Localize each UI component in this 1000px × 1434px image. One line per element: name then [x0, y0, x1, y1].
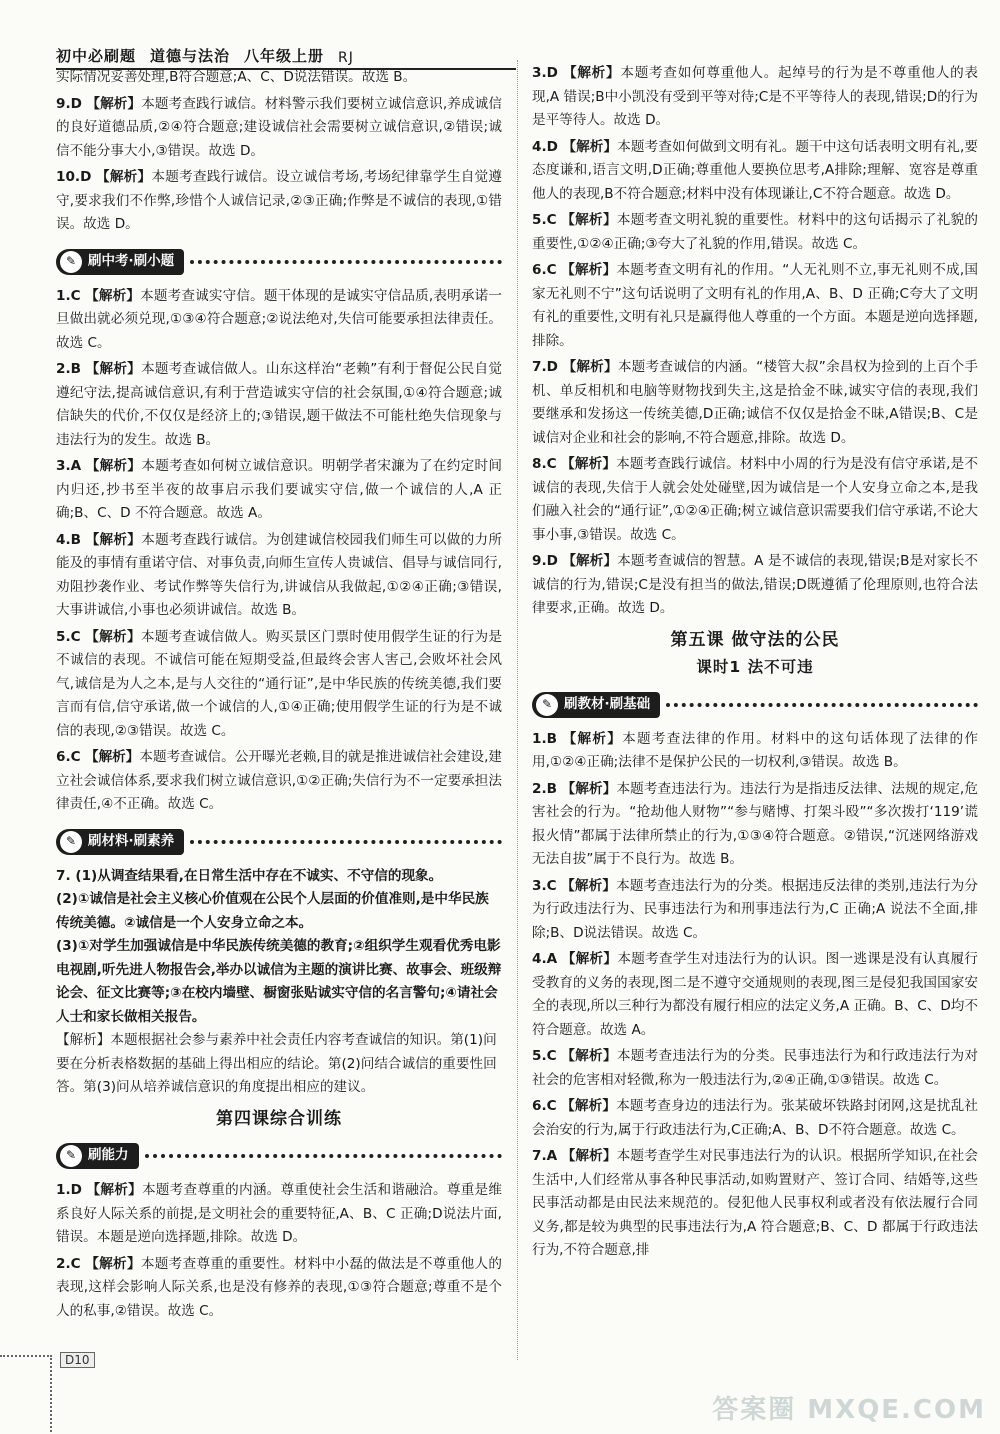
answer-item: [56, 626, 502, 744]
analysis-tag: 【解析】: [561, 877, 617, 894]
item-number: 6.: [532, 262, 547, 278]
answer-item: [56, 358, 502, 452]
dotted-rule: [190, 840, 502, 844]
section-icon: ✎: [536, 694, 558, 716]
answer-item: [56, 66, 502, 90]
textbook-items: [532, 728, 978, 1263]
section-badge: ✎ 刷能力: [56, 1143, 139, 1169]
item-number: 2.: [532, 780, 547, 797]
dotted-rule: [666, 703, 978, 707]
section-icon: ✎: [60, 251, 82, 273]
item-text: 本题考查尊重的重要性。材料中小磊的做法是不尊重他人的表现,这样会影响人际关系,也是没有修养的表现,①③符合题意;尊重不是个人的私事,②错误。故选 C。: [56, 1255, 503, 1319]
item-text: 实际情况妥善处理,B符合题意;A、C、D说法错误。故选 B。: [56, 69, 417, 85]
answer-item: [532, 356, 978, 450]
review-heading: 第四课综合训练: [216, 1108, 342, 1129]
analysis-tag: 【解析】: [85, 287, 141, 304]
item-number: 7.: [532, 1148, 547, 1164]
grade: 八年级上册: [244, 47, 325, 65]
item-text: 本题考查诚信做人。购买景区门票时使用假学生证的行为是不诚信的表现。不诚信可能在短期受益,但最终会害人害己,会败坏社会风气,诚信是为人之本,是与人交往的“通行证”,是中华民族的传统美德,我们要言而有信,信守承诺,做一个诚信的人,①④正确;使用假学生证的行为是不诚信的表现,②③错误。故选 C。: [56, 628, 503, 739]
item-number: 6.: [532, 1098, 547, 1114]
answer-item: [532, 62, 978, 133]
q7-analysis: 【解析】本题根据社会参与素养中社会责任内容考查诚信的知识。第(1)问要在分析表格数据的基础上得出相应的结论。第(2)问结合诚信的重要性回答。第(3)问从培养诚信意识的角度提出相应的建议。: [56, 1032, 497, 1095]
analysis-tag: 【解析】: [85, 361, 142, 377]
item-text: 本题考查诚信。公开曝光老赖,目的就是推进诚信社会建设,建立社会诚信体系,要求我们树立诚信意识,①②正确;失信行为不一定要承担法律责任,④不正确。故选 C。: [56, 749, 502, 812]
item-answer: B: [546, 780, 557, 797]
left-top-items: [56, 66, 502, 237]
item-number: 9.: [532, 553, 547, 569]
item-text: 本题考查违法行为。违法行为是指违反法律、法规的规定,危害社会的行为。“抢劫他人财物”“参与赌博、打架斗殴”“多次拨打‘119’谎报火情”都属于法律所禁止的行为,①③④符合题意。②错误,“沉迷网络游戏无法自拔”属于不良行为。故选 B。: [532, 780, 978, 867]
item-answer: C: [546, 1098, 557, 1114]
item-text: 本题考查学生对民事违法行为的认识。根据所学知识,在社会生活中,人们经常从事各种民事活动,如购置财产、签订合同、结婚等,这些民事活动都是由民法来规范的。侵犯他人民事权利或者没有依法履行合同义务,都是较为典型的民事违法行为,A 符合题意;B、C、D 都属于行政违法行为,不符合题意,排: [532, 1148, 979, 1258]
item-number: 5.: [532, 1048, 547, 1064]
item-text: 本题考查违法行为的分类。根据违反法律的类别,违法行为分为行政违法行为、民事违法行为和刑事违法行为,C 正确;A 说法不全面,排除;B、D说法错误。故选 C。: [532, 877, 978, 941]
right-column: [532, 62, 978, 1266]
answer-item: [532, 550, 978, 621]
item-answer: B: [70, 361, 81, 377]
analysis-tag: 【解析】: [85, 458, 142, 474]
item-answer: C: [546, 262, 557, 278]
analysis-tag: 【解析】: [561, 780, 617, 797]
answer-item: [532, 728, 978, 775]
exam-items: [56, 285, 502, 817]
item-answer: D: [546, 553, 558, 569]
q7-answer: [56, 865, 502, 1100]
section-badge: ✎ 刷材料·刷素养: [56, 829, 184, 855]
page-number: D10: [60, 1352, 95, 1368]
answer-item: [56, 285, 502, 356]
analysis-tag: 【解析】: [85, 531, 142, 548]
dotted-rule: [190, 260, 502, 264]
item-answer: A: [546, 1148, 558, 1164]
q7-line: (2)①诚信是社会主义核心价值观在公民个人层面的价值准则,是中华民族传统美德。②诚信是一个人安身立命之本。: [56, 891, 489, 931]
item-text: 本题考查尊重的内涵。尊重使社会生活和谐融洽。尊重是维系良好人际关系的前提,是文明社会的重要特征,A、B、C 正确;D说法片面,错误。本题是逆向选择题,排除。故选 D。: [56, 1182, 503, 1245]
analysis-tag: 【解析】: [85, 628, 141, 645]
watermark: 答案圈 MXQE.COM: [712, 1395, 986, 1425]
item-text: 本题考查诚实守信。题干体现的是诚实守信品质,表明承诺一旦做出就必须兑现,①③④符合题意;②说法绝对,失信可能要承担法律责任。故选 C。: [56, 287, 502, 351]
item-text: 本题考查践行诚信。为创建诚信校园我们师生可以做的力所能及的事情有重诺守信、对事负责,向师生宣传人贵诚信、倡导与诚信同行,劝阻抄袭作业、考试作弊等失信行为,讲诚信从我做起,①②④正确;③错误,大事讲诚信,小事也必须讲诚信。故选 B。: [56, 531, 503, 618]
ability-items: [56, 1179, 502, 1323]
item-answer: C: [546, 456, 557, 472]
analysis-tag: 【解析】: [563, 65, 621, 81]
item-text: 本题考查身边的违法行为。张某破坏铁路封闭网,这是扰乱社会治安的行为,属于行政违法行为,C正确;A、B、D不符合题意。故选 C。: [532, 1098, 978, 1138]
dotted-rule: [145, 1154, 503, 1158]
item-text: 本题考查诚信做人。山东这样治“老赖”有利于督促公民自觉遵纪守法,提高诚信意识,有利于营造诚实守信的社会氛围,①④符合题意;诚信缺失的代价,不仅仅是经济上的;③错误,题干做法不可能杜绝失信现象与违法行为的发生。故选 B。: [56, 361, 503, 448]
item-number: 9.: [56, 95, 71, 112]
item-answer: C: [70, 749, 81, 765]
answer-item: [56, 455, 502, 526]
left-column: [56, 66, 502, 1326]
item-number: 2.: [56, 361, 71, 377]
section-badge: ✎ 刷中考·刷小题: [56, 249, 184, 275]
analysis-tag: 【解析】: [84, 749, 140, 765]
item-text: 本题考查文明有礼的作用。“人无礼则不立,事无礼则不成,国家无礼则不宁”这句话说明了文明有礼的作用,A、B、D 正确;C夸大了文明有礼的重要性,文明有礼只是赢得他人尊重的一个方面。本题是逆向选择题,排除。: [532, 262, 979, 349]
item-text: 本题考查践行诚信。材料警示我们要树立诚信意识,养成诚信的良好道德品质,②④符合题意;建设诚信社会需要树立诚信意识,②错误;诚信不能分事大小,③错误。故选 D。: [56, 95, 502, 159]
item-answer: D: [546, 65, 558, 81]
item-answer: D: [70, 1182, 82, 1198]
answer-item: [56, 1179, 502, 1250]
answer-item: [532, 1145, 978, 1263]
analysis-tag: 【解析】: [561, 456, 617, 472]
edition: RJ: [338, 50, 354, 66]
item-text: 本题考查践行诚信。设立诚信考场,考场纪律靠学生自觉遵守,要求我们不作弊,珍惜个人诚信记录,②③正确;作弊是不诚信的表现,①错误。故选 D。: [56, 169, 502, 232]
answer-item: [532, 136, 978, 207]
item-answer: C: [546, 877, 557, 894]
item-answer: C: [546, 1048, 557, 1064]
item-text: 本题考查文明礼貌的重要性。材料中的这句话揭示了礼貌的重要性,①②④正确;③夸大了礼貌的作用,错误。故选 C。: [532, 212, 979, 252]
answer-item: [532, 1045, 978, 1092]
section-icon: ✎: [60, 1145, 82, 1167]
analysis-tag: 【解析】: [561, 951, 618, 967]
lesson-subtitle: 课时1 法不可违: [696, 658, 814, 676]
analysis-tag: 【解析】: [562, 553, 618, 569]
right-top-items: [532, 62, 978, 621]
subject: 道德与法治: [150, 47, 231, 65]
section-bar-exam: [56, 247, 502, 277]
answer-item: [532, 778, 978, 872]
item-answer: D: [546, 138, 558, 155]
analysis-tag: 【解析】: [95, 169, 152, 185]
analysis-tag: 【解析】: [561, 1148, 617, 1164]
item-number: 7.: [532, 359, 547, 375]
analysis-tag: 【解析】: [86, 1182, 142, 1198]
item-answer: B: [546, 730, 557, 747]
corner-decoration: [0, 1355, 52, 1432]
answer-item: [532, 1095, 978, 1142]
section-bar-material: [56, 827, 502, 857]
answer-item: [532, 259, 978, 353]
item-answer: C: [70, 287, 81, 304]
item-text: 本题考查如何尊重他人。起绰号的行为是不尊重他人的表现,A 错误;B中小凯没有受到平等对待;C是不平等待人的表现,错误;D的行为是平等待人。故选 D。: [532, 65, 979, 128]
item-answer: C: [546, 212, 557, 228]
analysis-tag: 【解析】: [86, 95, 142, 112]
analysis-tag: 【解析】: [85, 1255, 141, 1272]
item-number: 1.: [532, 730, 547, 747]
answer-item: [532, 948, 978, 1042]
section-icon: ✎: [60, 831, 82, 853]
item-number: 4.: [532, 138, 547, 155]
analysis-tag: 【解析】: [562, 359, 618, 375]
item-text: 本题考查诚信的智慧。A 是不诚信的表现,错误;B是对家长不诚信的行为,错误;C是没有担当的做法,错误;D既遵循了伦理原则,也符合法律要求,正确。故选 D。: [532, 553, 978, 616]
item-text: 本题考查践行诚信。材料中小周的行为是没有信守承诺,是不诚信的表现,失信于人就会处处碰壁,因为诚信是一个人安身立命之本,是我们融入社会的“通行证”,①②④正确;树立诚信意识需要我们信守承诺,不论大事小事,③错误。故选 C。: [532, 456, 978, 543]
q7-line: (3)①对学生加强诚信是中华民族传统美德的教育;②组织学生观看优秀电影电视剧,听先进人物报告会,举办以诚信为主题的演讲比赛、故事会、班级辩论会、征文比赛等;③在校内墙壁、橱窗张贴诚实守信的名言警句;④请社会人士和家长做相关报告。: [56, 938, 502, 1025]
answer-item: [532, 875, 978, 946]
item-number: 2.: [56, 1255, 71, 1272]
analysis-tag: 【解析】: [561, 262, 617, 278]
q7-line: 7. (1)从调查结果看,在日常生活中存在不诚实、不守信的现象。: [56, 867, 443, 884]
item-number: 4.: [56, 531, 71, 548]
analysis-tag: 【解析】: [561, 212, 617, 228]
item-number: 3.: [56, 458, 71, 474]
analysis-tag: 【解析】: [561, 1048, 617, 1064]
analysis-tag: 【解析】: [562, 730, 623, 747]
item-text: 本题考查如何树立诚信意识。明朝学者宋濂为了在约定时间内归还,抄书至半夜的故事启示我们要诚实守信,做一个诚信的人,A 正确;B、C、D 不符合题意。故选 A。: [56, 458, 503, 521]
column-divider: [517, 60, 519, 1360]
item-number: 1.: [56, 1182, 71, 1198]
answer-item: [56, 1253, 502, 1324]
section-badge: ✎ 刷教材·刷基础: [532, 692, 660, 718]
item-answer: A: [546, 951, 558, 967]
answer-item: [532, 453, 978, 547]
section-bar-ability: [56, 1141, 502, 1171]
answer-item: [56, 746, 502, 817]
answer-item: [56, 529, 502, 623]
item-number: 3.: [532, 877, 547, 894]
item-answer: A: [70, 458, 82, 474]
item-text: 本题考查法律的作用。材料中的这句话体现了法律的作用,①②④正确;法律不是保护公民的一切权利,③错误。故选 B。: [532, 730, 978, 770]
item-answer: C: [70, 628, 81, 645]
item-number: 1.: [56, 287, 71, 304]
item-text: 本题考查学生对违法行为的认识。图一逃课是没有认真履行受教育的义务的表现,图二是不遵守交通规则的表现,图三是侵犯我国国家安全的表现,所以三种行为都没有履行相应的法定义务,A 正确。B、C、D均不符合题意。故选 A。: [532, 951, 979, 1038]
item-number: 6.: [56, 749, 71, 765]
item-number: 4.: [532, 951, 547, 967]
item-answer: C: [70, 1255, 81, 1272]
item-number: 8.: [532, 456, 547, 472]
answer-item: [532, 209, 978, 256]
lesson-title: 第五课 做守法的公民: [670, 629, 840, 650]
answer-item: [56, 93, 502, 164]
item-number: 5.: [56, 628, 71, 645]
item-answer: D: [80, 169, 92, 185]
item-number: 3.: [532, 65, 547, 81]
item-text: 本题考查如何做到文明有礼。题干中这句话表明文明有礼,要态度谦和,语言文明,D正确;尊重他人要换位思考,A排除;理解、宽容是尊重他人的表现,B不符合题意;材料中没有体现谦让,C不符合题意。故选 D。: [532, 138, 978, 202]
item-number: 10.: [56, 169, 81, 185]
item-answer: D: [546, 359, 558, 375]
item-text: 本题考查违法行为的分类。民事违法行为和行政违法行为对社会的危害相对轻微,称为一般违法行为,②④正确,①③错误。故选 C。: [532, 1048, 979, 1088]
item-answer: D: [70, 95, 82, 112]
answer-item: [56, 166, 502, 237]
item-number: 5.: [532, 212, 547, 228]
analysis-tag: 【解析】: [562, 138, 618, 155]
section-bar-textbook: [532, 690, 978, 720]
analysis-tag: 【解析】: [561, 1098, 617, 1114]
book-title: 初中必刷题: [56, 47, 137, 65]
item-text: 本题考查诚信的内涵。“楼管大叔”余昌权为捡到的上百个手机、单反相机和电脑等财物找到失主,这是拾金不昧,诚实守信的表现,我们要继承和发扬这一传统美德,D正确;诚信不仅仅是拾金不昧,A错误;B、C是诚信对企业和社会的影响,不符合题意,排除。故选 D。: [532, 359, 978, 446]
item-answer: B: [70, 531, 81, 548]
